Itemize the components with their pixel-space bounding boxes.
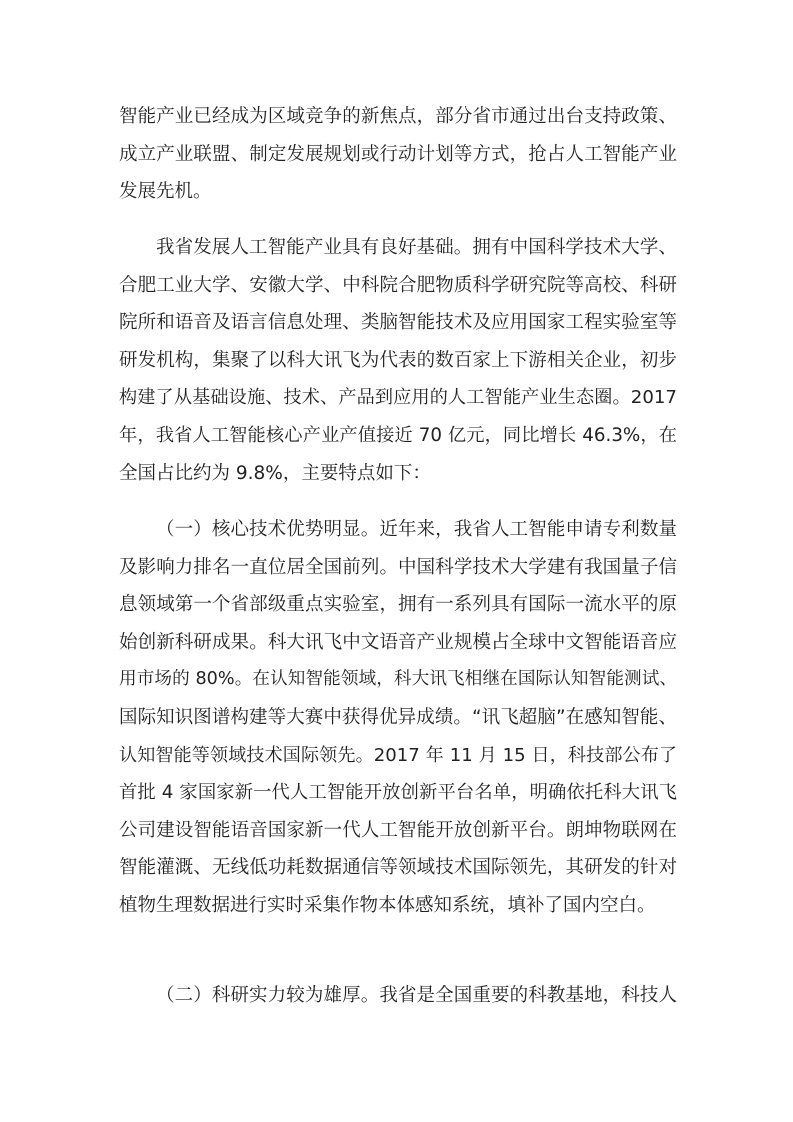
paragraph-2-line-2: 合肥工业大学、安徽大学、中科院合肥物质科学研究院等高校、科研 [119, 274, 677, 296]
paragraph-3-line-6: 国际知识图谱构建等大赛中获得优异成绩。“讯飞超脑”在感知智能、 [119, 706, 677, 728]
paragraph-3-line-3: 息领域第一个省部级重点实验室，拥有一系列具有国际一流水平的原 [119, 594, 677, 616]
paragraph-3-line-8: 首批 4 家国家新一代人工智能开放创新平台名单，明确依托科大讯飞 [119, 782, 677, 804]
paragraph-1-line-2: 成立产业联盟、制定发展规划或行动计划等方式，抢占人工智能产业 [119, 143, 677, 165]
paragraph-3-line-10: 智能灌溉、无线低功耗数据通信等领域技术国际领先，其研发的针对 [119, 857, 677, 879]
paragraph-2-line-4: 研发机构，集聚了以科大讯飞为代表的数百家上下游相关企业，初步 [119, 349, 677, 371]
paragraph-3-line-9: 公司建设智能语音国家新一代人工智能开放创新平台。朗坤物联网在 [119, 819, 677, 841]
paragraph-2 [119, 229, 677, 492]
paragraph-3 [119, 511, 677, 925]
paragraph-1-line-3: 发展先机。 [119, 181, 212, 203]
paragraph-3-line-5: 用市场的 80%。在认知智能领域，科大讯飞相继在国际认知智能测试、 [119, 669, 677, 690]
paragraph-2-line-3: 院所和语音及语言信息处理、类脑智能技术及应用国家工程实验室等 [119, 312, 677, 334]
paragraph-4-line-1: （二）科研实力较为雄厚。我省是全国重要的科教基地，科技人 [156, 985, 677, 1006]
paragraph-3-line-1: （一）核心技术优势明显。近年来，我省人工智能申请专利数量 [156, 519, 677, 540]
paragraph-4 [119, 977, 677, 1015]
paragraph-2-line-1: 我省发展人工智能产业具有良好基础。拥有中国科学技术大学、 [156, 237, 677, 258]
paragraph-3-line-7: 认知智能等领域技术国际领先。2017 年 11 月 15 日，科技部公布了 [119, 744, 677, 766]
paragraph-3-line-4: 始创新科研成果。科大讯飞中文语音产业规模占全球中文智能语音应 [119, 631, 677, 653]
paragraph-2-line-7: 全国占比约为 9.8%，主要特点如下： [119, 462, 431, 484]
paragraph-1-line-1: 智能产业已经成为区域竞争的新焦点，部分省市通过出台支持政策、 [119, 106, 677, 127]
paragraph-2-line-6: 年，我省人工智能核心产业产值接近 70 亿元，同比增长 46.3%，在 [119, 424, 677, 446]
paragraph-3-line-11: 植物生理数据进行实时采集作物本体感知系统，填补了国内空白。 [119, 894, 656, 916]
paragraph-2-line-5: 构建了从基础设施、技术、产品到应用的人工智能产业生态圈。2017 [119, 387, 677, 409]
paragraph-3-line-2: 及影响力排名一直位居全国前列。中国科学技术大学建有我国量子信 [119, 556, 677, 578]
paragraph-1 [119, 98, 677, 211]
